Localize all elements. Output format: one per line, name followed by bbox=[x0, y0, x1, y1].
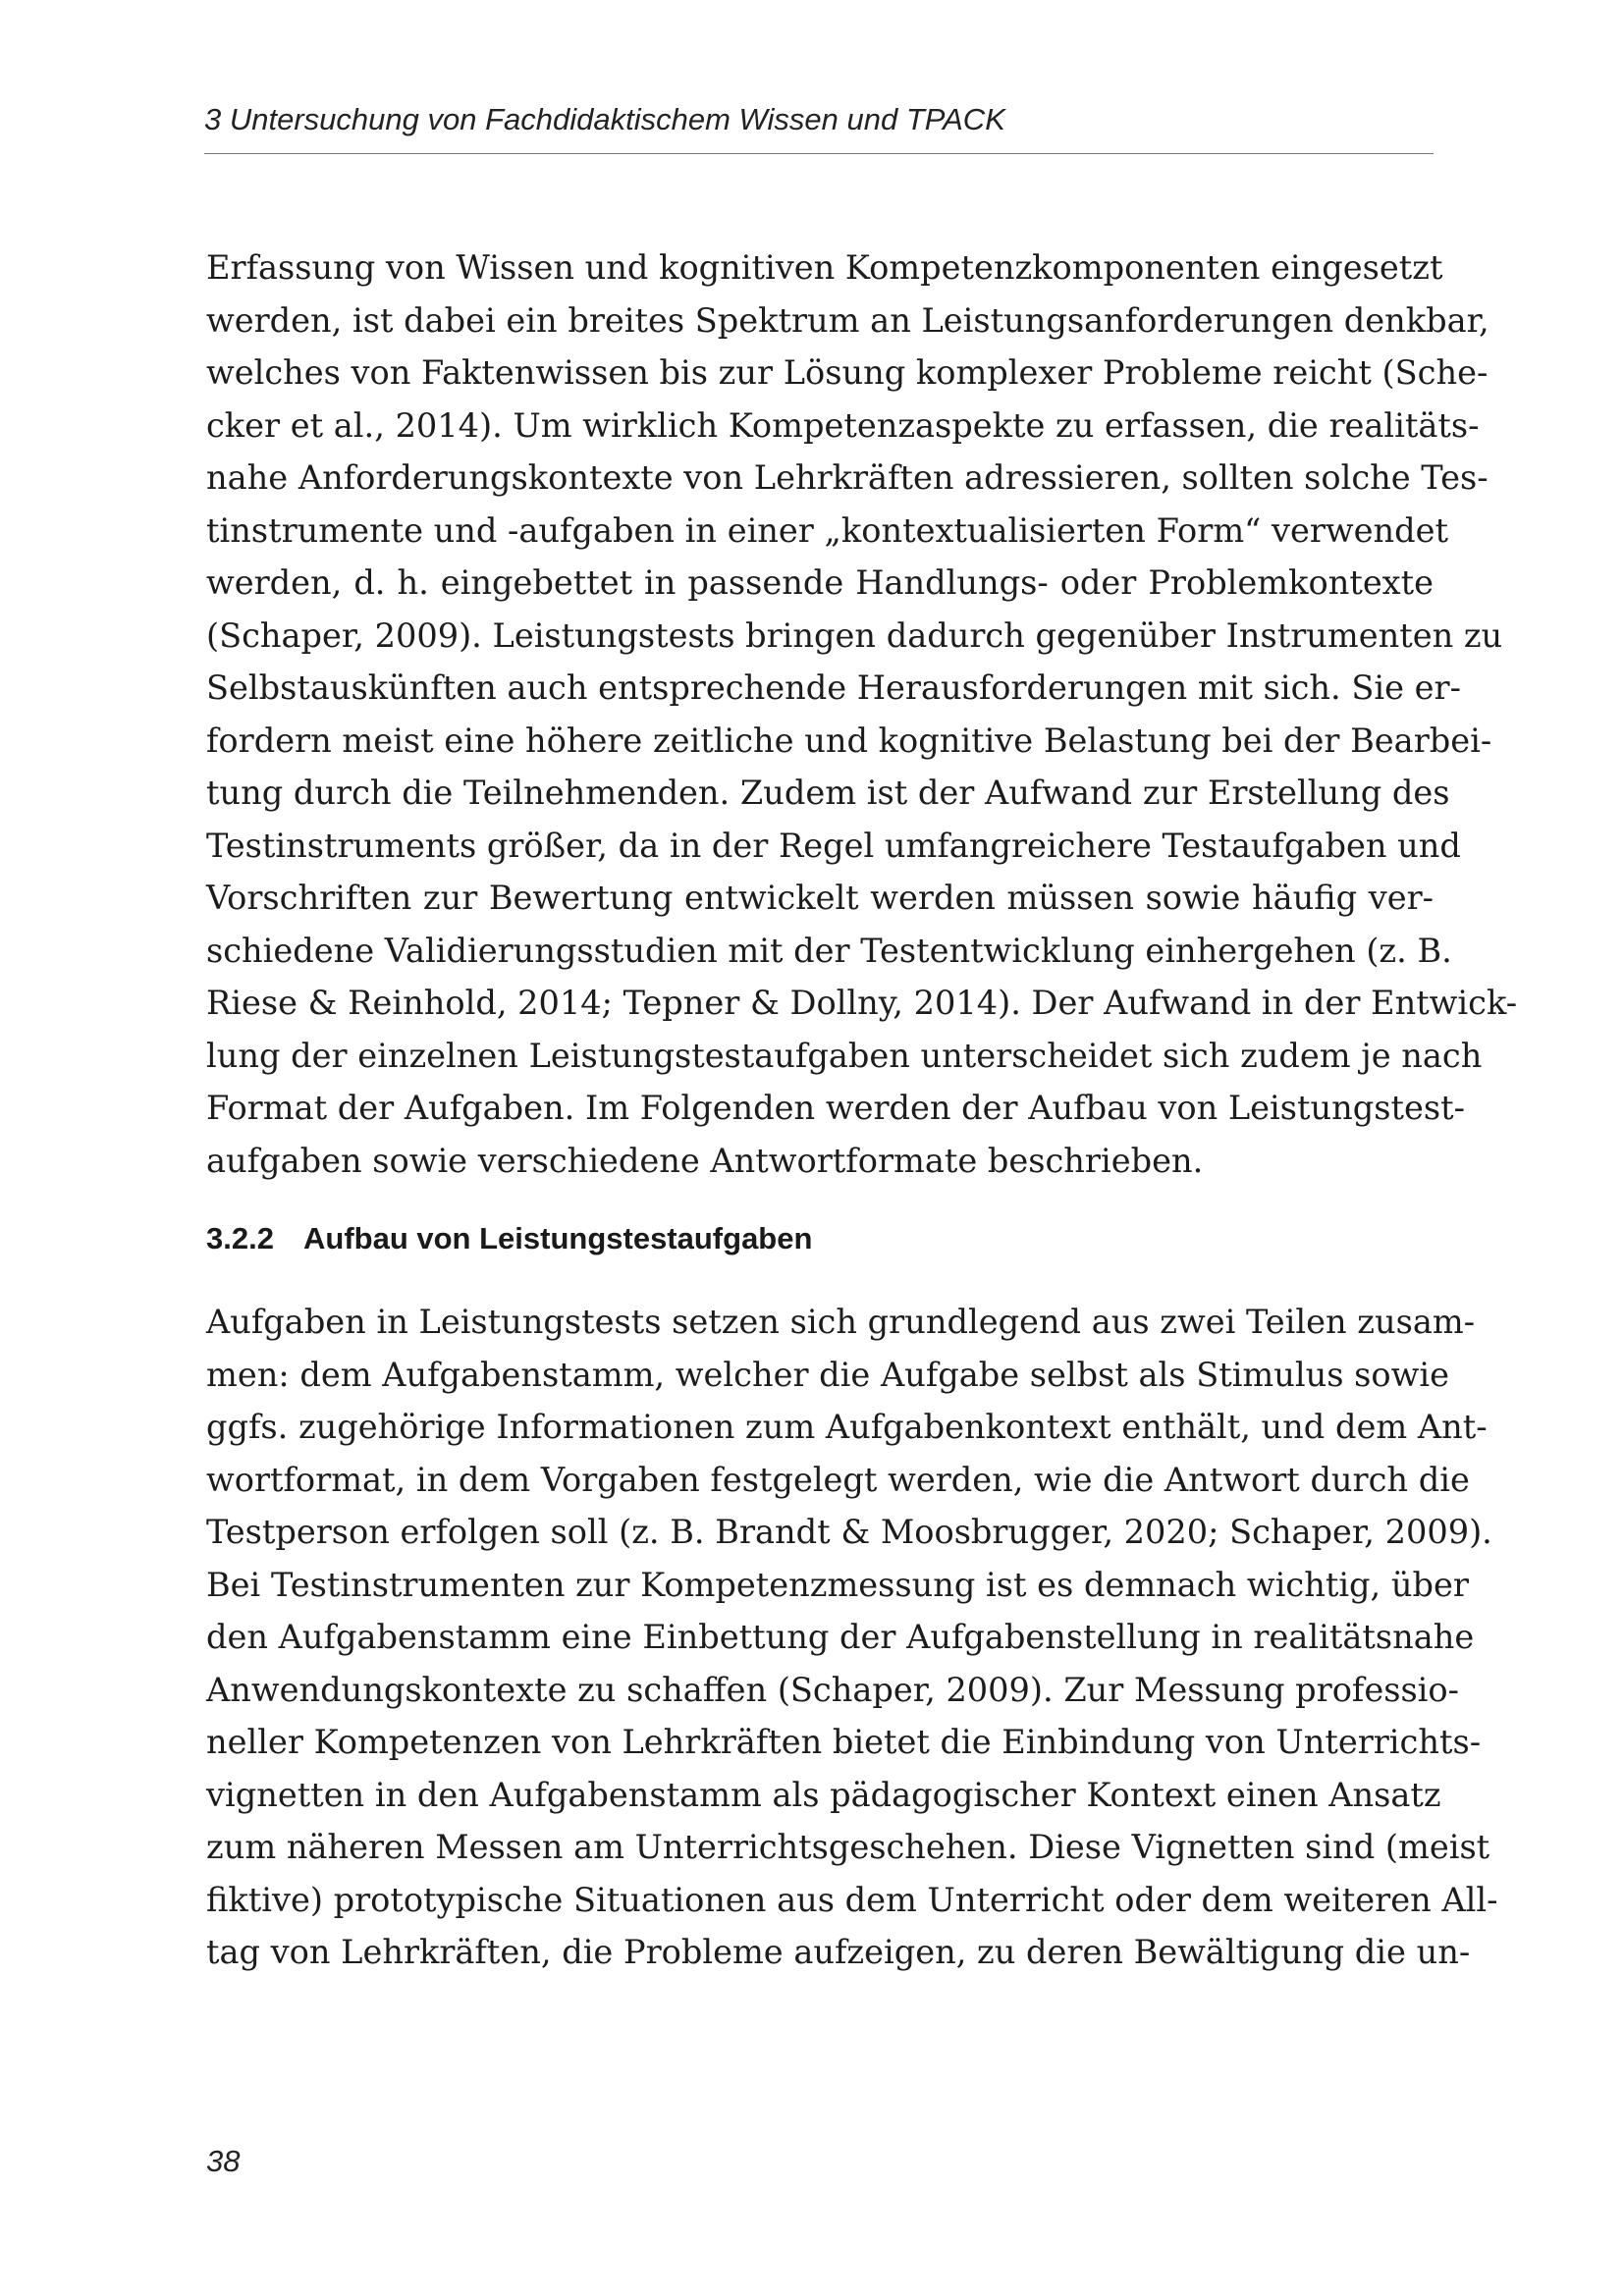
text-line: wortformat, in dem Vorgaben festgelegt werden, wie die Antwort durch die bbox=[206, 1460, 1470, 1499]
header-divider bbox=[204, 153, 1434, 154]
paragraph-2 bbox=[206, 1296, 1498, 1979]
running-header: 3 Untersuchung von Fachdidaktischem Wissen und TPACK bbox=[204, 102, 1005, 136]
text-line: werden, d. h. eingebettet in passende Handlungs- oder Problemkontexte bbox=[206, 563, 1434, 602]
text-line: ggfs. zugehörige Informationen zum Aufgabenkontext enthält, und dem Ant- bbox=[206, 1408, 1488, 1446]
text-line: fiktive) prototypische Situationen aus dem Unterricht oder dem weiteren All- bbox=[206, 1880, 1498, 1919]
text-line: tinstrumente und -aufgaben in einer „kontextualisierten Form“ verwendet bbox=[206, 510, 1448, 550]
section-heading bbox=[206, 1211, 1434, 1266]
text-line: fordern meist eine höhere zeitliche und kognitive Belastung bei der Bearbei- bbox=[206, 721, 1492, 760]
paragraph-1 bbox=[206, 241, 1518, 1187]
text-line: tag von Lehrkräften, die Probleme aufzeigen, zu deren Bewältigung die un- bbox=[206, 1933, 1471, 1971]
text-line: werden, ist dabei ein breites Spektrum an Leistungsanforderungen denkbar, bbox=[206, 300, 1489, 340]
text-line: Format der Aufgaben. Im Folgenden werden der Aufbau von Leistungstest- bbox=[206, 1089, 1465, 1127]
text-line: zum näheren Messen am Unterrichtsgeschehen. Diese Vignetten sind (meist bbox=[206, 1828, 1490, 1866]
text-line: neller Kompetenzen von Lehrkräften bietet die Einbindung von Unterrichts- bbox=[206, 1723, 1482, 1761]
text-line: Riese & Reinhold, 2014; Tepner & Dollny, 2014). Der Aufwand in der Entwick- bbox=[206, 984, 1518, 1022]
text-line: schiedene Validierungsstudien mit der Testentwicklung einhergehen (z. B. bbox=[206, 931, 1452, 970]
text-line: Testinstruments größer, da in der Regel umfangreichere Testaufgaben und bbox=[206, 826, 1461, 865]
text-line: welches von Faktenwissen bis zur Lösung komplexer Probleme reicht (Sche- bbox=[206, 353, 1489, 392]
text-line: Bei Testinstrumenten zur Kompetenzmessung ist es demnach wichtig, über bbox=[206, 1565, 1469, 1604]
text-line: (Schaper, 2009). Leistungstests bringen dadurch gegenüber Instrumenten zu bbox=[206, 615, 1503, 655]
text-line: Selbstauskünften auch entsprechende Herausforderungen mit sich. Sie er- bbox=[206, 668, 1461, 707]
text-line: Aufgaben in Leistungstests setzen sich grundlegend aus zwei Teilen zusam- bbox=[206, 1303, 1476, 1341]
text-line: tung durch die Teilnehmenden. Zudem ist der Aufwand zur Erstellung des bbox=[206, 774, 1450, 812]
text-line: Vorschriften zur Bewertung entwickelt werden müssen sowie häufig ver- bbox=[206, 879, 1434, 917]
text-line: den Aufgabenstamm eine Einbettung der Aufgabenstellung in realitätsnahe bbox=[206, 1618, 1475, 1656]
text-line: Anwendungskontexte zu schaffen (Schaper, 2009). Zur Messung professio- bbox=[206, 1670, 1459, 1709]
text-line: Testperson erfolgen soll (z. B. Brandt & Moosbrugger, 2020; Schaper, 2009). bbox=[206, 1513, 1492, 1551]
text-line: nahe Anforderungskontexte von Lehrkräften adressieren, sollten solche Tes- bbox=[206, 458, 1489, 497]
text-line: men: dem Aufgabenstamm, welcher die Aufgabe selbst als Stimulus sowie bbox=[206, 1355, 1449, 1394]
text-line: aufgaben sowie verschiedene Antwortformate beschrieben. bbox=[206, 1141, 1204, 1180]
text-line: vignetten in den Aufgabenstamm als pädagogischer Kontext einen Ansatz bbox=[206, 1775, 1441, 1814]
section-title: Aufbau von Leistungstestaufgaben bbox=[303, 1221, 813, 1255]
text-line: lung der einzelnen Leistungstestaufgaben unterscheidet sich zudem je nach bbox=[206, 1036, 1483, 1075]
text-line: cker et al., 2014). Um wirklich Kompetenzaspekte zu erfassen, die realitäts- bbox=[206, 405, 1480, 445]
section-number: 3.2.2 bbox=[206, 1221, 274, 1255]
page-number: 38 bbox=[206, 2144, 241, 2178]
text-line: Erfassung von Wissen und kognitiven Kompetenzkomponenten eingesetzt bbox=[206, 248, 1443, 287]
